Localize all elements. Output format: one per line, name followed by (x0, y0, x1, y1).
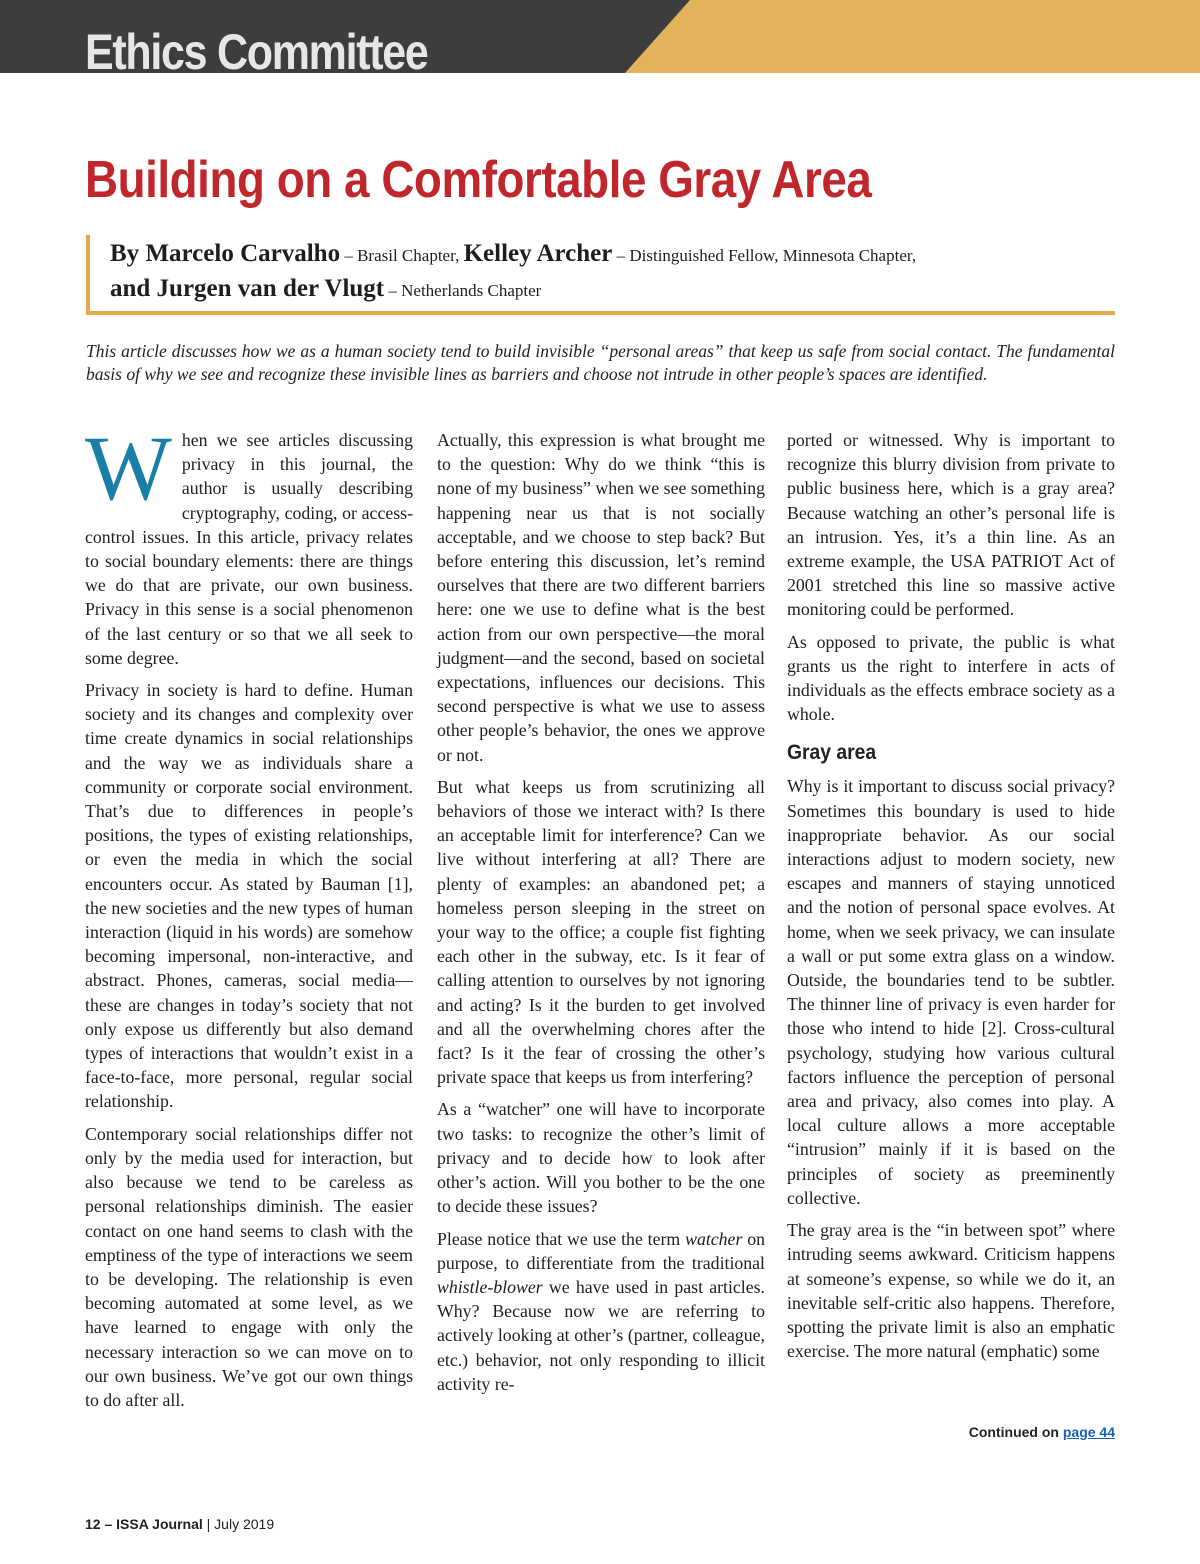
continued-link[interactable]: page 44 (1062, 1424, 1115, 1440)
author-name: Marcelo Carvalho (145, 240, 341, 267)
author-affiliation: – Distinguished Fellow, Minnesota Chapter, (612, 246, 917, 265)
section-label: Ethics Committee (85, 24, 428, 80)
paragraph: Privacy in society is hard to define. Human society and its changes and complexity over time create dynamics in social relationships and the way we as individuals share a community or corporate social environment. That’s due to differences in people’s positions, the types of existing relationships, or even the media in which the social encounters occur. As stated by Bauman [1], the new societies and the new types of human interaction (liquid in his words) are somehow becoming impersonal, non-interactive, and abstract. Phones, cameras, social media—these are changes in today’s society that not only expose us differently but also demand types of interactions that wouldn’t exist in a face-to-face, more personal, regular social relationship. (85, 680, 413, 1112)
paragraph: Contemporary social relationships differ not only by the media used for interaction, but also because we tend to be careless as personal relationships diminish. The easier contact on one hand seems to clash with the emptiness of the type of interactions we seem to be developing. The relationship is even becoming automated at some level, as we have learned to engage with only the necessary interaction so we can move on to our own business. We’ve got our own things to do after all. (85, 1123, 413, 1410)
byline-line-1 (110, 238, 916, 272)
byline-prefix: By (110, 240, 146, 267)
article-title: Building on a Comfortable Gray Area (85, 151, 872, 209)
paragraph: When we see articles discussing privacy in this journal, the author is usually describing cryptography, coding, or access-control issues. In this article, privacy relates to social boundary elements: there are things we do that are private, our own business. Privacy in this sense is a social phenomenon of the last century or so that we all seek to some degree. (85, 417, 413, 668)
paragraph: But what keeps us from scrutinizing all behaviors of those we interact with? Is there an acceptable limit for interference? Can we live without interfering at all? There are plenty of examples: an abandoned pet; a homeless person sleeping in the street on your way to the office; a couple fist fighting each other in the subway, etc. Is it fear of calling attention to ourselves by not ignoring and acting? Is it the burden to get involved and all the overwhelming chores after the fact? Is it the fear of crossing the other’s private space that keeps us from interfering? (437, 776, 765, 1088)
drop-cap: W (85, 417, 172, 519)
column-1 (85, 417, 413, 1420)
continued-note: Continued on page 44 (968, 1424, 1115, 1440)
paragraph: As a “watcher” one will have to incorporate two tasks: to recognize the other’s limit of privacy and to decide how to look after other’s action. Will you bother to be the one to decide these issues? (437, 1099, 765, 1217)
column-2 (437, 428, 765, 1404)
section-banner (0, 0, 1200, 80)
footer-date: July 2019 (214, 1516, 275, 1532)
emphasis: whistle-blower (437, 1276, 543, 1297)
author-affiliation: – Netherlands Chapter (384, 281, 542, 300)
byline-line-2 (110, 273, 541, 307)
paragraph: ported or witnessed. Why is important to recognize this blurry division from private to public business here, which is a gray area? Because watching an other’s personal life is an intrusion. Yes, it’s a thin line. As an extreme example, the USA PATRIOT Act of 2001 stretched this line so massive active monitoring could be performed. (787, 430, 1115, 620)
paragraph: As opposed to private, the public is what grants us the right to interfere in acts of individuals as the effects embrace society as a whole. (787, 631, 1115, 725)
byline (86, 235, 1115, 315)
paragraph: Please notice that we use the term watcher on purpose, to differentiate from the traditional whistle-blower we have used in past articles. Why? Because now we are referring to actively looking at other’s (partner, colleague, etc.) behavior, not only responding to illicit activity re- (437, 1228, 765, 1394)
paragraph: The gray area is the “in between spot” where intruding seems awkward. Criticism happens at someone’s expense, so while we do it, an inevitable self-critic also happens. Therefore, spotting the private limit is also an emphatic exercise. The more natural (emphatic) some (787, 1220, 1115, 1362)
emphasis: watcher (685, 1228, 743, 1249)
author-name: Kelley Archer (463, 240, 613, 267)
footer-page: 12 – ISSA Journal (85, 1516, 203, 1532)
page-footer (85, 1514, 274, 1534)
paragraph: Actually, this expression is what brought me to the question: Why do we think “this is none of my business” when we see something happening near us that is not socially acceptable, and we choose to step back? But before entering this discussion, let’s remind ourselves that there are two different barriers here: one we use to define what is the best action from our own perspective—the moral judgment—and the second, based on societal expectations, influences our decisions. This second perspective is what we use to assess other people’s behavior, the ones we approve or not. (437, 430, 765, 765)
author-name: and Jurgen van der Vlugt (110, 275, 385, 302)
subheading: Gray area (787, 741, 877, 765)
author-affiliation: – Brasil Chapter, (340, 246, 464, 265)
article-abstract: This article discusses how we as a human society tend to build invisible “personal areas” that keep us safe from social contact. The fundamental basis of why we see and recognize these invisible lines as barriers and choose not intrude in other people’s spaces are identified. (86, 341, 1115, 384)
paragraph: Why is it important to discuss social privacy? Sometimes this boundary is used to hide inappropriate behavior. As our social interactions adjust to modern society, new escapes and manners of staying unnoticed and the notion of personal space evolves. At home, when we seek privacy, we can insulate a wall or put some extra glass on a window. Outside, the boundaries tend to be subtler. The thinner line of privacy is even harder for those who intend to hide [2]. Cross-cultural psychology, studying how various cultural factors influence the perception of personal area and privacy, also comes into play. A local culture allows a more acceptable “intrusion” mainly if it is based on the principles of society as preeminently collective. (787, 776, 1115, 1208)
footer-separator: | (202, 1516, 215, 1532)
column-3 (787, 428, 1115, 1371)
